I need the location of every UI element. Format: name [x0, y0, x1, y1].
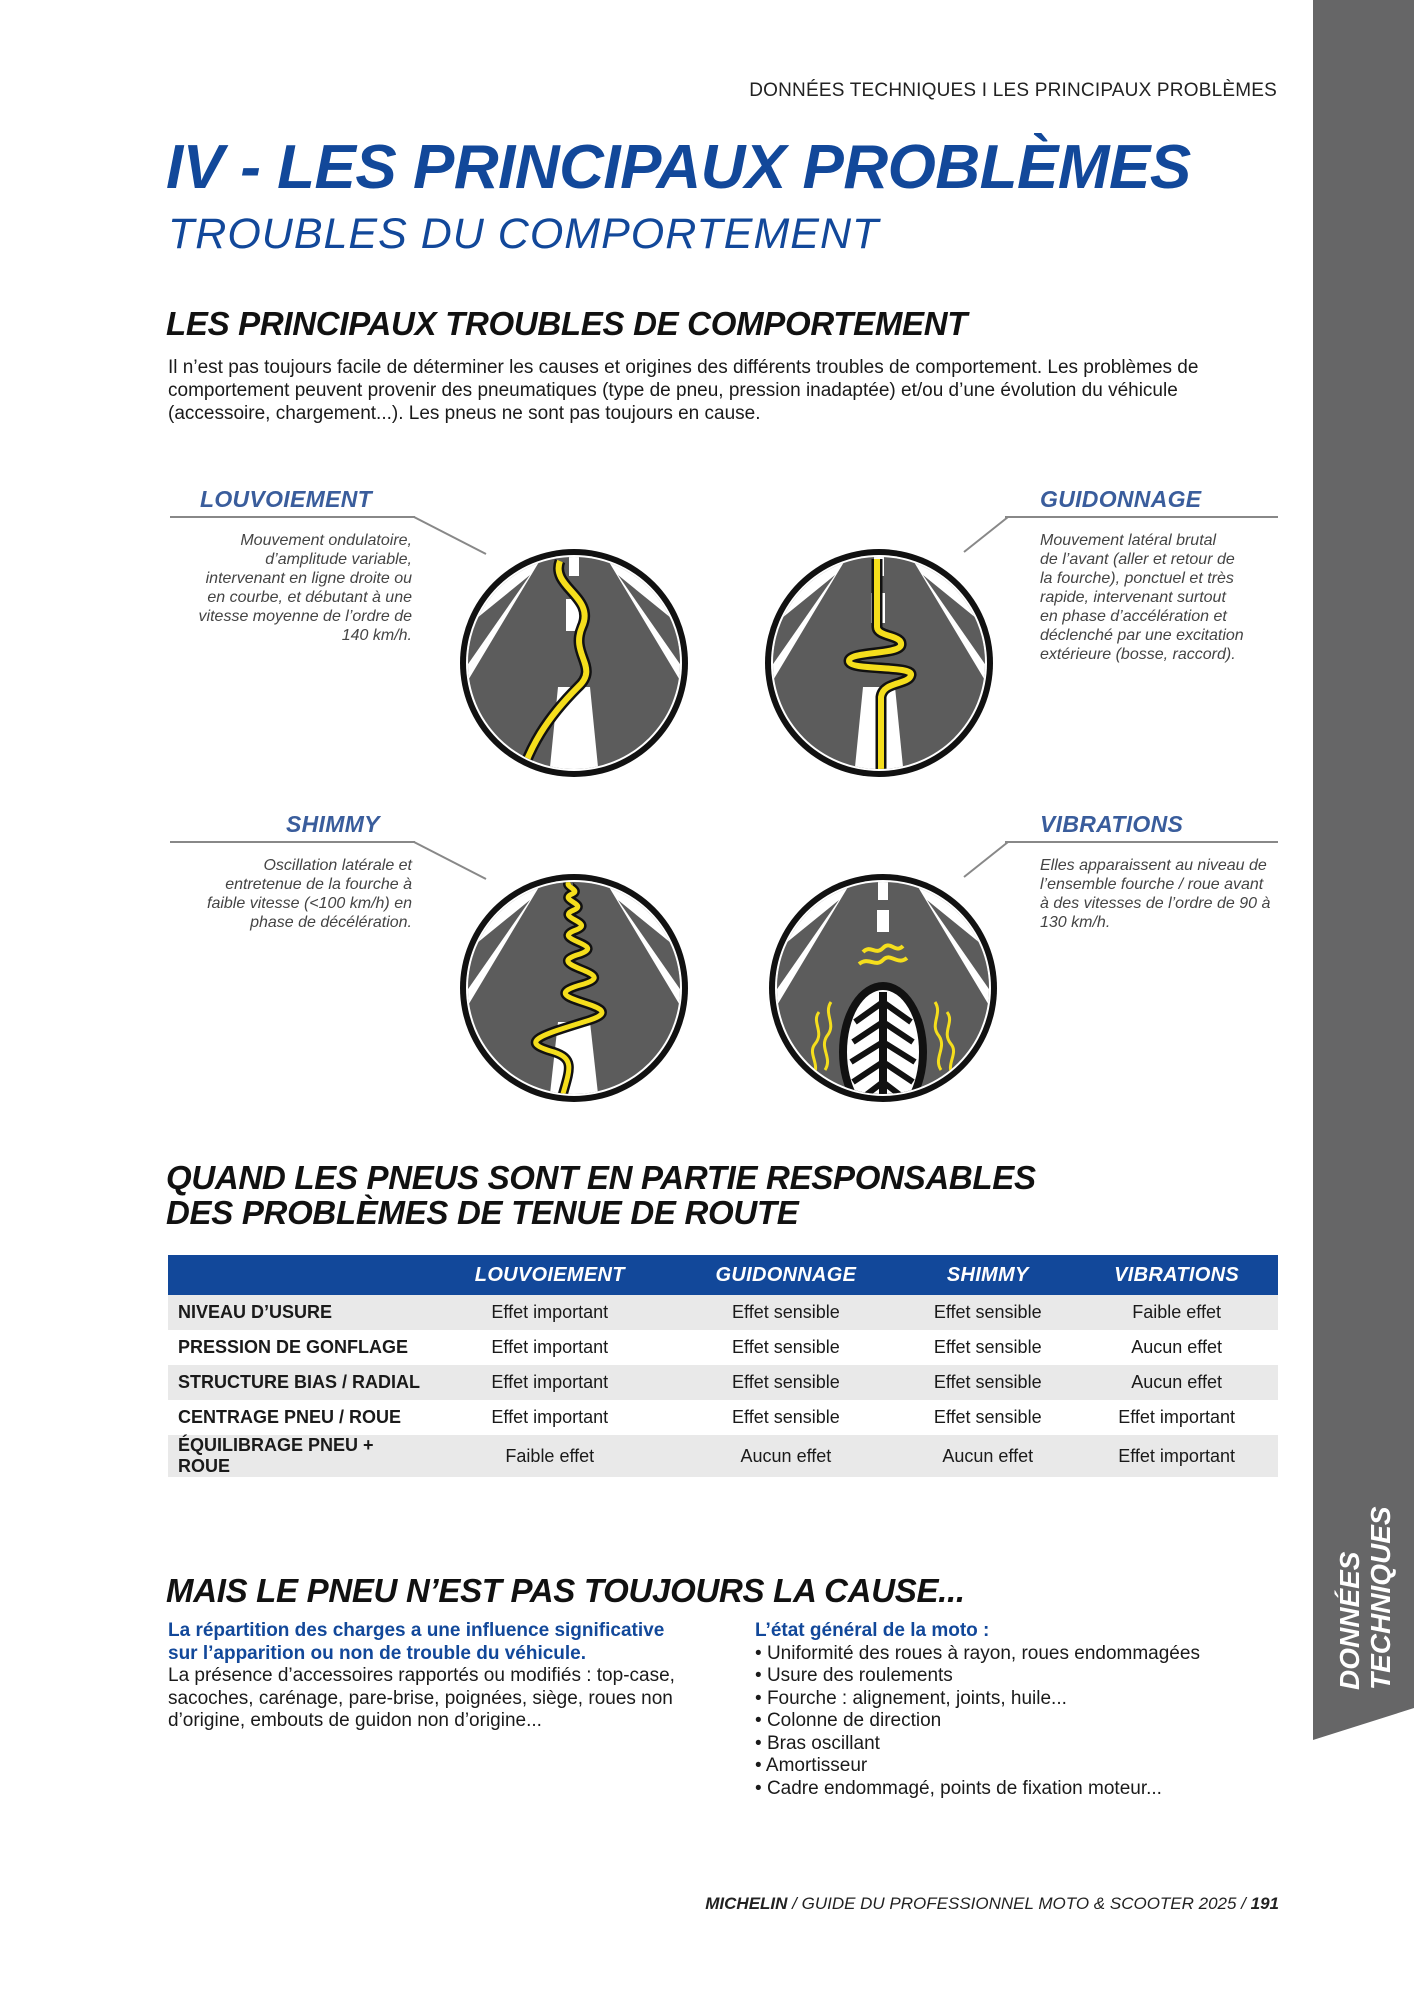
- desc-line: phase de décélération.: [250, 914, 412, 931]
- table-cell: Effet sensible: [672, 1295, 901, 1330]
- row-label: ÉQUILIBRAGE PNEU + ROUE: [168, 1435, 428, 1477]
- trouble-desc-guidonnage: [1040, 531, 1280, 664]
- trouble-title-vibrations: VIBRATIONS: [1040, 811, 1184, 837]
- list-item: • Bras oscillant: [755, 1733, 1295, 1756]
- table-cell: Effet important: [428, 1400, 672, 1435]
- trouble-desc-louvoiement: [182, 531, 412, 645]
- desc-line: intervenant en ligne droite ou: [205, 570, 412, 587]
- table-cell: Aucun effet: [1075, 1330, 1278, 1365]
- diagram-shimmy: [458, 872, 690, 1104]
- desc-line: Oscillation latérale et: [263, 857, 412, 874]
- intro-paragraph: Il n’est pas toujours facile de déterminer les causes et origines des différents troubles de comportement. Les problèmes de comportement peuvent provenir des pneumatiques (type de pneu, pression inadaptée) et/ou d’une évolution du véhicule (accessoire, chargement...). Les pneus ne sont pas toujours en cause.: [168, 357, 1199, 424]
- rule-guidonnage: [1005, 516, 1278, 518]
- desc-line: Mouvement latéral brutal: [1040, 532, 1217, 549]
- table-cell: Effet important: [428, 1365, 672, 1400]
- desc-line: 130 km/h.: [1040, 914, 1111, 931]
- table-row: [168, 1295, 1278, 1330]
- section-heading-pneus-responsables: [166, 1160, 1036, 1230]
- lead-line: La répartition des charges a une influence significative: [168, 1620, 665, 1641]
- side-tab-line2: TECHNIQUES: [1365, 1506, 1396, 1690]
- table-row: [168, 1400, 1278, 1435]
- list-item: • Usure des roulements: [755, 1665, 1295, 1688]
- trouble-desc-shimmy: [182, 856, 412, 932]
- table-cell: Faible effet: [1075, 1295, 1278, 1330]
- table-cell: Effet sensible: [672, 1330, 901, 1365]
- table-row: [168, 1365, 1278, 1400]
- desc-line: en phase d’accélération et: [1040, 608, 1227, 625]
- footer-text: / GUIDE DU PROFESSIONNEL MOTO & SCOOTER 2025 /: [787, 1894, 1251, 1913]
- table-cell: Faible effet: [428, 1435, 672, 1477]
- desc-line: en courbe, et débutant à une: [207, 589, 412, 606]
- table-row: [168, 1435, 1278, 1477]
- table-cell: Effet sensible: [900, 1400, 1075, 1435]
- body-line: sacoches, carénage, pare-brise, poignées, siège, roues non: [168, 1687, 673, 1709]
- table-row: [168, 1330, 1278, 1365]
- row-label: PRESSION DE GONFLAGE: [168, 1330, 428, 1365]
- row-label: STRUCTURE BIAS / RADIAL: [168, 1365, 428, 1400]
- rule-louvoiement: [170, 516, 415, 518]
- desc-line: de l’avant (aller et retour de: [1040, 551, 1235, 568]
- effects-table: [168, 1255, 1278, 1477]
- moto-state-block: [755, 1620, 1295, 1800]
- table-cell: Effet sensible: [672, 1365, 901, 1400]
- desc-line: à des vitesses de l’ordre de 90 à: [1040, 895, 1271, 912]
- trouble-title-shimmy: SHIMMY: [286, 811, 380, 837]
- desc-line: extérieure (bosse, raccord).: [1040, 646, 1236, 663]
- table-cell: Effet important: [1075, 1400, 1278, 1435]
- lead-line: sur l’apparition ou non de trouble du véhicule.: [168, 1642, 587, 1664]
- table-cell: Effet sensible: [672, 1400, 901, 1435]
- rule-shimmy: [170, 841, 415, 843]
- desc-line: faible vitesse (<100 km/h) en: [207, 895, 412, 912]
- desc-line: Elles apparaissent au niveau de: [1040, 857, 1267, 874]
- row-label: CENTRAGE PNEU / ROUE: [168, 1400, 428, 1435]
- footer-brand: MICHELIN: [705, 1894, 788, 1913]
- heading-line: DES PROBLÈMES DE TENUE DE ROUTE: [166, 1194, 799, 1231]
- side-tab-line1: DONNÉES: [1334, 1551, 1365, 1690]
- list-item: • Fourche : alignement, joints, huile...: [755, 1688, 1295, 1711]
- desc-line: d’amplitude variable,: [265, 551, 412, 568]
- trouble-title-guidonnage: GUIDONNAGE: [1040, 486, 1202, 512]
- desc-line: déclenché par une excitation: [1040, 627, 1244, 644]
- page-number: 191: [1250, 1894, 1279, 1913]
- trouble-desc-vibrations: [1040, 856, 1280, 932]
- table-cell: Aucun effet: [1075, 1365, 1278, 1400]
- row-label: NIVEAU D’USURE: [168, 1295, 428, 1330]
- list-item: • Cadre endommagé, points de fixation moteur...: [755, 1778, 1295, 1801]
- running-head: DONNÉES TECHNIQUES I LES PRINCIPAUX PROBLÈMES: [749, 80, 1277, 101]
- desc-line: Mouvement ondulatoire,: [240, 532, 412, 549]
- table-header-guidonnage: GUIDONNAGE: [672, 1255, 901, 1295]
- section-heading-troubles: LES PRINCIPAUX TROUBLES DE COMPORTEMENT: [166, 305, 968, 342]
- desc-line: rapide, intervenant surtout: [1040, 589, 1226, 606]
- body-line: d’origine, embouts de guidon non d’origine...: [168, 1710, 542, 1731]
- trouble-title-louvoiement: LOUVOIEMENT: [200, 486, 372, 512]
- table-header-row: [168, 1255, 1278, 1295]
- list-item: • Uniformité des roues à rayon, roues endommagées: [755, 1643, 1295, 1666]
- list-item: • Amortisseur: [755, 1755, 1295, 1778]
- table-header-empty: [168, 1255, 428, 1295]
- desc-line: entretenue de la fourche à: [225, 876, 412, 893]
- side-tab-band: [1313, 0, 1414, 1740]
- moto-state-list: [755, 1643, 1295, 1801]
- table-cell: Aucun effet: [672, 1435, 901, 1477]
- table-cell: Effet important: [1075, 1435, 1278, 1477]
- rule-vibrations: [1005, 841, 1278, 843]
- heading-line: QUAND LES PNEUS SONT EN PARTIE RESPONSABLES: [166, 1159, 1036, 1196]
- desc-line: l’ensemble fourche / roue avant: [1040, 876, 1264, 893]
- page-subtitle: TROUBLES DU COMPORTEMENT: [168, 210, 880, 258]
- diagram-louvoiement: [458, 547, 690, 779]
- diagram-vibrations: [767, 872, 999, 1104]
- side-tab-notch: [1313, 1690, 1414, 1750]
- table-header-vibrations: VIBRATIONS: [1075, 1255, 1278, 1295]
- desc-line: vitesse moyenne de l’ordre de: [198, 608, 412, 625]
- section-heading-pas-toujours: MAIS LE PNEU N’EST PAS TOUJOURS LA CAUSE...: [166, 1572, 965, 1609]
- page-title: IV - LES PRINCIPAUX PROBLÈMES: [166, 133, 1191, 202]
- table-cell: Effet important: [428, 1330, 672, 1365]
- table-cell: Effet sensible: [900, 1330, 1075, 1365]
- page-footer: [705, 1894, 1279, 1914]
- load-distribution-block: [168, 1620, 728, 1733]
- diagram-guidonnage: [763, 547, 995, 779]
- table-header-louvoiement: LOUVOIEMENT: [428, 1255, 672, 1295]
- desc-line: 140 km/h.: [341, 627, 412, 644]
- table-cell: Effet sensible: [900, 1295, 1075, 1330]
- list-item: • Colonne de direction: [755, 1710, 1295, 1733]
- table-cell: Effet important: [428, 1295, 672, 1330]
- side-tab-label: [1322, 1490, 1402, 1690]
- table-header-shimmy: SHIMMY: [900, 1255, 1075, 1295]
- table-cell: Effet sensible: [900, 1365, 1075, 1400]
- body-line: La présence d’accessoires rapportés ou modifiés : top-case,: [168, 1665, 675, 1686]
- desc-line: la fourche), ponctuel et très: [1040, 570, 1234, 587]
- table-cell: Aucun effet: [900, 1435, 1075, 1477]
- lead-line: L’état général de la moto :: [755, 1620, 990, 1641]
